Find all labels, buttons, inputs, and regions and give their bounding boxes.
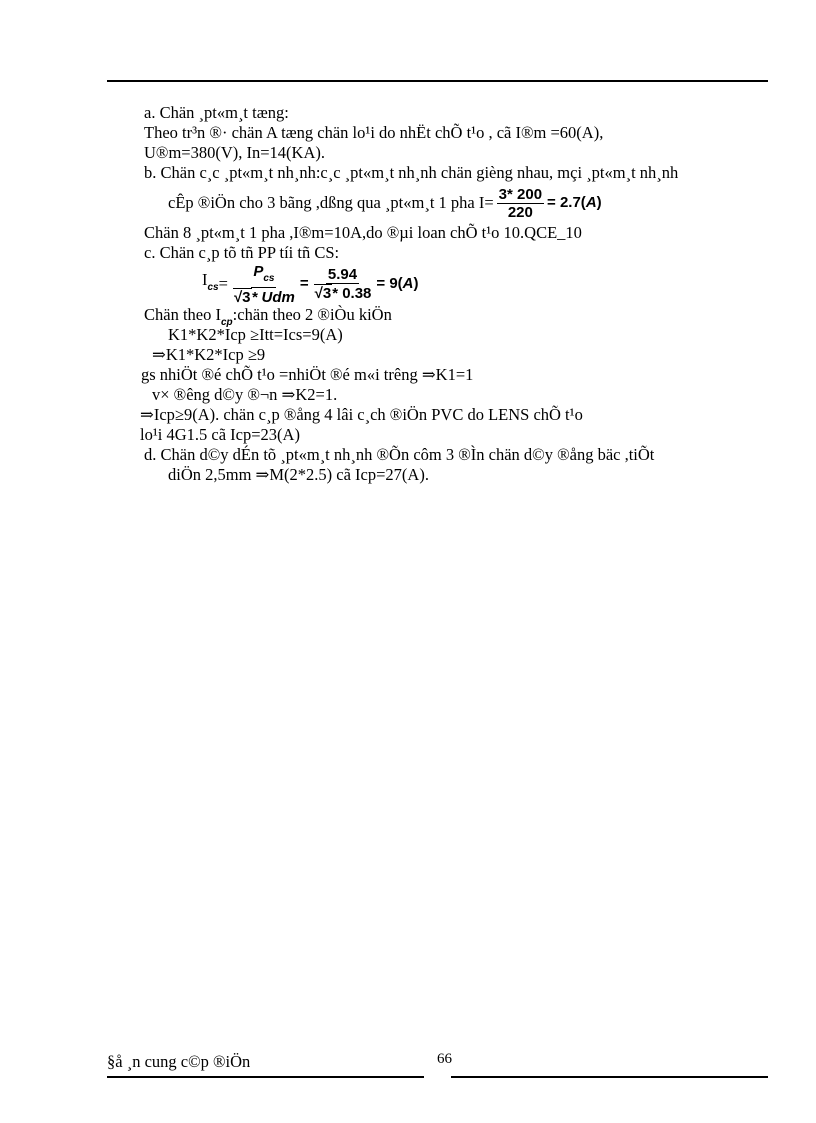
fraction-values-numerator: 5.94 — [327, 266, 358, 283]
fraction-numerator: 3* 200 — [498, 185, 543, 203]
section-c-line-5: gs nhiÖt ®é chÕ t¹o =nhiÖt ®é m«i trêng ⇒K1=1 — [141, 365, 474, 384]
section-c-line-6: v× ®êng d©y ®¬n ⇒K2=1. — [152, 385, 338, 404]
formula-ics — [144, 263, 784, 305]
page-number: 66 — [437, 1051, 452, 1067]
document-body — [140, 103, 784, 485]
section-b-line-2: cÊp ®iÖn cho 3 bãng ,dßng qua ¸pt«m¸t 1 pha I= — [168, 193, 494, 212]
section-d-line-2: diÖn 2,5mm ⇒M(2*2.5) cã Icp=27(A). — [168, 465, 429, 484]
footer-rule-right — [451, 1076, 768, 1078]
fraction-values-denominator: √3* 0.38 — [314, 285, 372, 302]
header-rule — [107, 80, 768, 82]
fraction-pcs-denominator: √3* Udm — [233, 288, 295, 306]
fraction-pcs-udm — [231, 263, 297, 306]
ics-equals: = — [218, 274, 228, 293]
section-c-line-4: ⇒K1*K2*Icp ≥9 — [152, 345, 266, 364]
formula-c-result: = 9(A) — [376, 275, 419, 292]
fraction-denominator: 220 — [507, 203, 533, 221]
section-b-formula-line — [144, 183, 784, 223]
footer-title: §å ¸n cung c©p ®iÖn — [107, 1052, 251, 1071]
section-c-line-8: lo¹i 4G1.5 cã Icp=23(A) — [140, 425, 300, 444]
section-c-line-2: Chän theo $I_{cp}:chän$ theo 2 ®iÒu kiÖn — [144, 305, 392, 328]
section-b-line-1: b. Chän c¸c ¸pt«m¸t nh¸nh:c¸c ¸pt«m¸t nh¸nh chän gièng nhau, mçi ¸pt«m¸t nh¸nh — [144, 163, 679, 182]
section-a-heading: a. Chän ¸pt«m¸t tæng: — [144, 103, 289, 122]
ics-label: $I_{cs}$ — [202, 270, 219, 293]
ics-equals-2: = — [299, 275, 309, 292]
fraction-values — [312, 266, 374, 302]
section-d-line-1: d. Chän d©y dÉn tõ ¸pt«m¸t nh¸nh ®Õn côm 3 ®Ìn chän d©y ®ång bäc ,tiÕt — [144, 445, 655, 464]
formula-b-result: = 2.7(A) — [547, 194, 602, 211]
section-c-heading: c. Chän c¸p tõ tñ PP tíi tñ CS: — [144, 243, 340, 262]
section-a-line-2: U®m=380(V), In=14(KA). — [144, 143, 325, 162]
footer-rule-left — [107, 1076, 424, 1078]
section-b-line-3: Chän 8 ¸pt«m¸t 1 pha ,I®m=10A,do ®µi loan chÕ t¹o 10.QCE_10 — [144, 223, 582, 242]
fraction-current — [497, 186, 544, 221]
section-a-line-1: Theo tr³n ®· chän A tæng chän lo¹i do nhËt chÕ t¹o , cã I®m =60(A), — [144, 123, 604, 142]
section-c-line-7: ⇒Icp≥9(A). chän c¸p ®ång 4 lâi c¸ch ®iÖn PVC do LENS chÕ t¹o — [140, 405, 583, 424]
section-c-line-3: K1*K2*Icp ≥Itt=Ics=9(A) — [168, 325, 343, 344]
fraction-pcs-numerator: $P_{cs}$ — [251, 263, 276, 288]
